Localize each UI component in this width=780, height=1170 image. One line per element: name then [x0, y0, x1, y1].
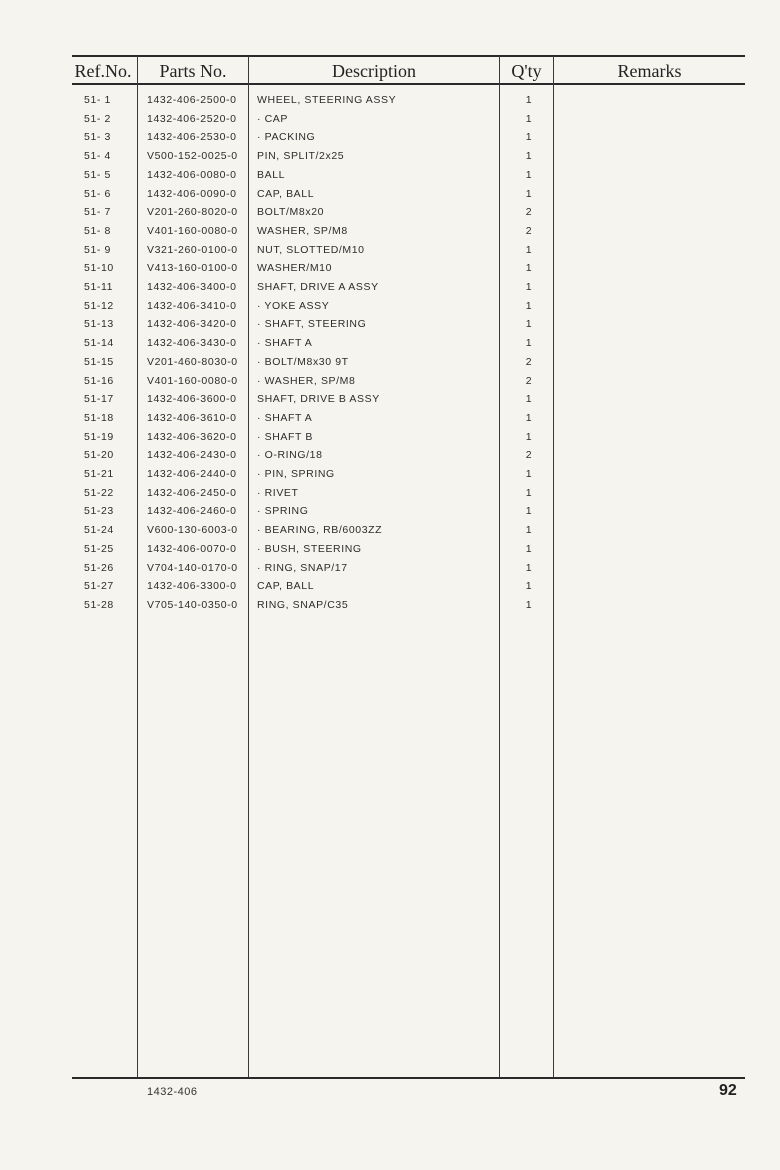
table-row — [0, 113, 780, 132]
table-row — [0, 206, 780, 225]
description-cell: SHAFT, DRIVE A ASSY — [257, 281, 379, 293]
part-number-cell: 1432-406-2450-0 — [147, 486, 237, 499]
part-number-cell: V704-140-0170-0 — [147, 561, 238, 574]
table-row — [0, 524, 780, 543]
ref-cell: 51-14 — [84, 337, 114, 350]
description-cell: · YOKE ASSY — [257, 299, 330, 312]
quantity-cell: 1 — [525, 430, 533, 443]
table-row — [0, 487, 780, 506]
ref-cell: 51-11 — [84, 281, 114, 293]
part-number-cell: 1432-406-3420-0 — [147, 318, 237, 331]
quantity-cell: 1 — [525, 281, 533, 293]
ref-cell: 51-24 — [84, 524, 114, 537]
quantity-cell: 1 — [525, 524, 533, 537]
ref-cell: 51- 2 — [84, 112, 111, 125]
part-number-cell: 1432-406-2460-0 — [147, 505, 237, 518]
quantity-cell: 1 — [525, 468, 533, 480]
ref-cell: 51-15 — [84, 355, 114, 368]
table-top-rule — [72, 55, 745, 57]
quantity-cell: 1 — [525, 561, 533, 574]
quantity-cell: 2 — [525, 206, 533, 219]
table-row — [0, 375, 780, 394]
ref-cell: 51-21 — [84, 468, 114, 480]
ref-cell: 51-17 — [84, 393, 114, 406]
ref-cell: 51-16 — [84, 374, 114, 387]
ref-cell: 51-10 — [84, 262, 114, 275]
description-cell: · RIVET — [257, 486, 299, 499]
table-bottom-rule — [72, 1077, 745, 1079]
table-row — [0, 131, 780, 150]
header-description: Description — [332, 61, 416, 81]
description-cell: BALL — [257, 168, 286, 181]
part-number-cell: 1432-406-3620-0 — [147, 430, 237, 443]
header-qty: Q'ty — [511, 61, 542, 81]
ref-cell: 51-26 — [84, 561, 114, 574]
table-row — [0, 225, 780, 244]
ref-cell: 51-28 — [84, 598, 114, 611]
description-cell: · O-RING/18 — [257, 449, 323, 462]
page-number: 92 — [719, 1082, 737, 1099]
quantity-cell: 1 — [525, 318, 533, 331]
quantity-cell: 2 — [525, 224, 533, 237]
description-cell: · CAP — [257, 112, 289, 125]
description-cell: · WASHER, SP/M8 — [257, 374, 356, 387]
part-number-cell: V705-140-0350-0 — [147, 598, 238, 611]
description-cell: · SHAFT B — [257, 430, 313, 443]
ref-cell: 51-22 — [84, 486, 114, 499]
part-number-cell: 1432-406-2520-0 — [147, 112, 237, 125]
quantity-cell: 1 — [525, 94, 533, 106]
footer-model-code: 1432-406 — [147, 1086, 198, 1098]
description-cell: · BEARING, RB/6003ZZ — [257, 524, 383, 537]
table-row — [0, 412, 780, 431]
ref-cell: 51-12 — [84, 299, 114, 312]
part-number-cell: 1432-406-0090-0 — [147, 187, 237, 200]
table-row — [0, 188, 780, 207]
header-remarks: Remarks — [617, 61, 682, 81]
description-cell: SHAFT, DRIVE B ASSY — [257, 393, 380, 406]
description-cell: CAP, BALL — [257, 187, 315, 200]
ref-cell: 51-13 — [84, 318, 114, 331]
quantity-cell: 1 — [525, 131, 533, 144]
part-number-cell: 1432-406-2440-0 — [147, 468, 237, 480]
description-cell: · PACKING — [257, 131, 316, 144]
quantity-cell: 1 — [525, 411, 533, 424]
ref-cell: 51- 4 — [84, 150, 111, 163]
part-number-cell: V201-460-8030-0 — [147, 355, 238, 368]
part-number-cell: 1432-406-2430-0 — [147, 449, 237, 462]
part-number-cell: V413-160-0100-0 — [147, 262, 238, 275]
part-number-cell: V401-160-0080-0 — [147, 224, 238, 237]
header-parts-no: Parts No. — [159, 61, 227, 81]
header-ref-no: Ref.No. — [74, 61, 132, 81]
part-number-cell: V401-160-0080-0 — [147, 374, 238, 387]
ref-cell: 51- 7 — [84, 206, 111, 219]
ref-cell: 51-27 — [84, 580, 114, 593]
quantity-cell: 1 — [525, 580, 533, 593]
description-cell: WASHER/M10 — [257, 262, 333, 275]
table-row — [0, 337, 780, 356]
ref-cell: 51-18 — [84, 411, 114, 424]
description-cell: · SHAFT A — [257, 411, 313, 424]
part-number-cell: 1432-406-3410-0 — [147, 299, 237, 312]
quantity-cell: 2 — [525, 355, 533, 368]
description-cell: · SHAFT A — [257, 337, 313, 350]
quantity-cell: 1 — [525, 505, 533, 518]
part-number-cell: 1432-406-3300-0 — [147, 580, 237, 593]
description-cell: · SPRING — [257, 505, 309, 518]
part-number-cell: 1432-406-0080-0 — [147, 168, 237, 181]
part-number-cell: V500-152-0025-0 — [147, 150, 238, 163]
ref-cell: 51- 8 — [84, 224, 111, 237]
description-cell: · BUSH, STEERING — [257, 542, 362, 555]
part-number-cell: 1432-406-3610-0 — [147, 411, 237, 424]
quantity-cell: 1 — [525, 112, 533, 125]
description-cell: PIN, SPLIT/2x25 — [257, 150, 345, 163]
table-row — [0, 543, 780, 562]
part-number-cell: 1432-406-3430-0 — [147, 337, 237, 350]
part-number-cell: V201-260-8020-0 — [147, 206, 238, 219]
description-cell: · SHAFT, STEERING — [257, 318, 367, 331]
table-row — [0, 468, 780, 487]
table-row — [0, 505, 780, 524]
quantity-cell: 1 — [525, 486, 533, 499]
description-cell: · BOLT/M8x30 9T — [257, 355, 349, 368]
table-row — [0, 244, 780, 263]
part-number-cell: 1432-406-2530-0 — [147, 131, 237, 144]
description-cell: NUT, SLOTTED/M10 — [257, 243, 365, 256]
part-number-cell: 1432-406-3600-0 — [147, 393, 237, 406]
part-number-cell: V321-260-0100-0 — [147, 243, 238, 256]
part-number-cell: 1432-406-3400-0 — [147, 281, 237, 293]
description-cell: WHEEL, STEERING ASSY — [257, 94, 397, 106]
ref-cell: 51-25 — [84, 542, 114, 555]
ref-cell: 51- 6 — [84, 187, 111, 200]
table-row — [0, 449, 780, 468]
description-cell: CAP, BALL — [257, 580, 315, 593]
quantity-cell: 1 — [525, 187, 533, 200]
description-cell: WASHER, SP/M8 — [257, 224, 348, 237]
table-row — [0, 318, 780, 337]
table-row — [0, 150, 780, 169]
table-row — [0, 393, 780, 412]
ref-cell: 51-19 — [84, 430, 114, 443]
table-row — [0, 300, 780, 319]
quantity-cell: 1 — [525, 393, 533, 406]
part-number-cell: 1432-406-0070-0 — [147, 542, 237, 555]
table-row — [0, 431, 780, 450]
ref-cell: 51-20 — [84, 449, 114, 462]
quantity-cell: 1 — [525, 150, 533, 163]
table-row — [0, 580, 780, 599]
quantity-cell: 2 — [525, 449, 533, 462]
ref-cell: 51- 9 — [84, 243, 111, 256]
table-row — [0, 94, 780, 113]
table-row — [0, 262, 780, 281]
ref-cell: 51- 3 — [84, 131, 111, 144]
quantity-cell: 1 — [525, 243, 533, 256]
description-cell: · PIN, SPRING — [257, 468, 335, 480]
quantity-cell: 1 — [525, 262, 533, 275]
description-cell: BOLT/M8x20 — [257, 206, 325, 219]
table-row — [0, 599, 780, 618]
quantity-cell: 1 — [525, 542, 533, 555]
quantity-cell: 1 — [525, 598, 533, 611]
table-row — [0, 562, 780, 581]
part-number-cell: 1432-406-2500-0 — [147, 94, 237, 106]
description-cell: RING, SNAP/C35 — [257, 598, 349, 611]
ref-cell: 51- 5 — [84, 168, 111, 181]
ref-cell: 51- 1 — [84, 94, 111, 106]
description-cell: · RING, SNAP/17 — [257, 561, 348, 574]
quantity-cell: 2 — [525, 374, 533, 387]
quantity-cell: 1 — [525, 337, 533, 350]
table-row — [0, 281, 780, 300]
quantity-cell: 1 — [525, 299, 533, 312]
part-number-cell: V600-130-6003-0 — [147, 524, 238, 537]
table-row — [0, 169, 780, 188]
ref-cell: 51-23 — [84, 505, 114, 518]
quantity-cell: 1 — [525, 168, 533, 181]
table-row — [0, 356, 780, 375]
